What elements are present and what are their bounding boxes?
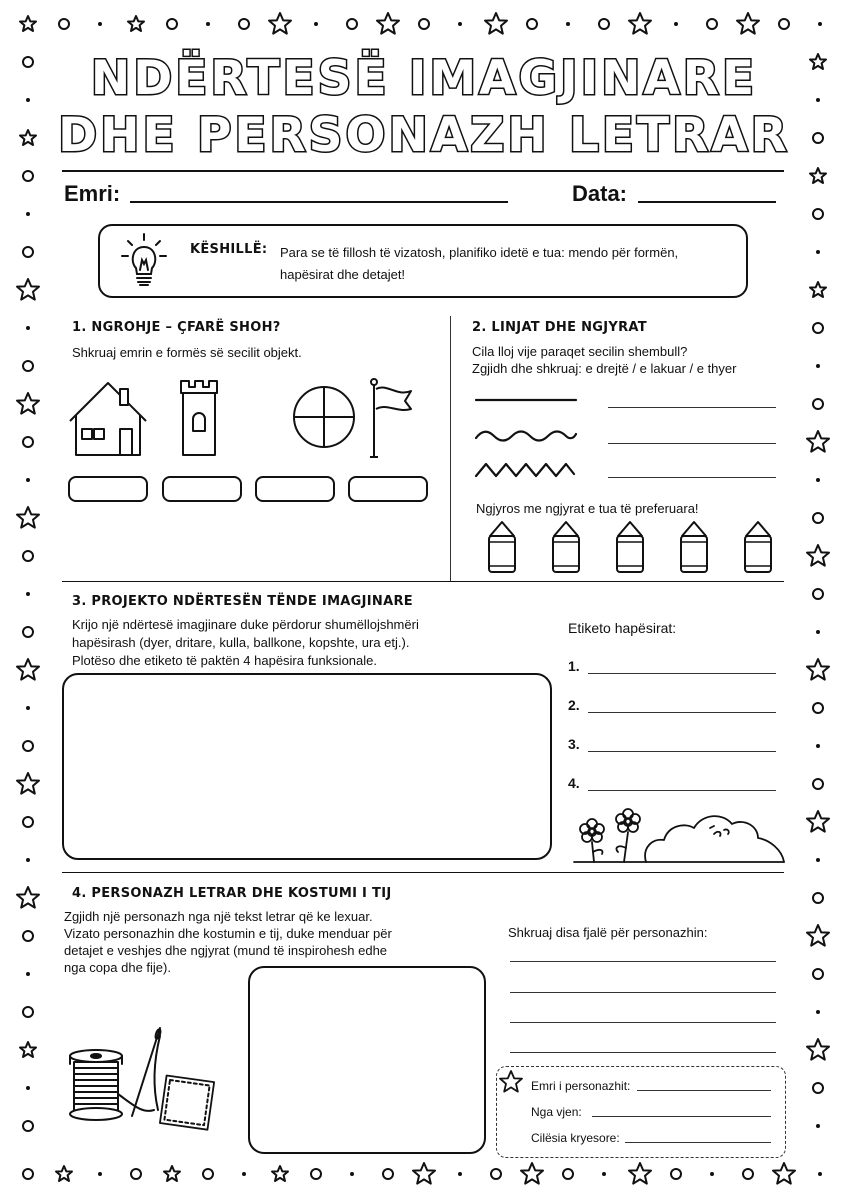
line-examples <box>474 392 584 482</box>
label-line-1[interactable] <box>588 673 776 674</box>
border-circle-icon <box>23 247 33 257</box>
border-circle-icon <box>347 19 357 29</box>
border-dot-icon <box>674 22 678 26</box>
building-drawing-area[interactable] <box>62 673 552 860</box>
tower-icon <box>181 381 217 455</box>
border-dot-icon <box>816 1124 820 1128</box>
flower-icon <box>580 819 604 862</box>
sewing-illustration <box>62 1024 240 1134</box>
divider <box>62 581 784 582</box>
card-name-field[interactable] <box>637 1090 771 1091</box>
border-circle-icon <box>59 19 69 29</box>
card-quality-label: Cilësia kryesore: <box>531 1131 620 1145</box>
border-dot-icon <box>26 592 30 596</box>
border-star-icon <box>20 16 36 31</box>
border-star-icon <box>810 282 826 297</box>
border-dot-icon <box>816 744 820 748</box>
flag-icon <box>370 379 411 457</box>
border-dot-icon <box>458 1172 462 1176</box>
border-star-icon <box>17 887 39 908</box>
write-line-1[interactable] <box>510 961 776 962</box>
crayon-icon <box>553 522 579 572</box>
border-dot-icon <box>816 1010 820 1014</box>
label-number-2: 2. <box>568 697 580 713</box>
border-dot-icon <box>816 478 820 482</box>
border-circle-icon <box>23 361 33 371</box>
line-answer-2[interactable] <box>608 443 776 444</box>
border-dot-icon <box>26 858 30 862</box>
circle-cross-icon <box>294 387 354 447</box>
border-dot-icon <box>816 250 820 254</box>
border-dot-icon <box>98 22 102 26</box>
border-star-icon <box>413 1163 435 1184</box>
name-label: Emri: <box>64 181 121 206</box>
section2-instruction2: Zgjidh dhe shkruaj: e drejtë / e lakuar / e thyer <box>472 361 737 376</box>
section1-title: 1. NGROHJE – ÇFARË SHOH? <box>72 320 281 335</box>
border-star-icon <box>807 659 829 680</box>
border-circle-icon <box>383 1169 393 1179</box>
column-divider <box>450 316 451 582</box>
fabric-patch-icon <box>160 1075 214 1129</box>
border-circle-icon <box>813 209 823 219</box>
border-star-icon <box>807 431 829 452</box>
border-star-icon <box>17 393 39 414</box>
tip-box <box>98 224 748 298</box>
border-circle-icon <box>23 1121 33 1131</box>
house-icon <box>70 383 146 455</box>
border-dot-icon <box>710 1172 714 1176</box>
border-dot-icon <box>314 22 318 26</box>
section3-text-line2: hapësirash (dyer, dritare, kulla, ballkone, kopshte, ura etj.). <box>72 635 410 650</box>
border-circle-icon <box>491 1169 501 1179</box>
section4-text-line3: detajet e veshjes dhe ngjyrat (mund të inspirohesh edhe <box>64 943 388 958</box>
border-dot-icon <box>818 22 822 26</box>
border-dot-icon <box>98 1172 102 1176</box>
name-field[interactable] <box>130 201 508 203</box>
section4-title: 4. PERSONAZH LETRAR DHE KOSTUMI I TIJ <box>72 886 392 901</box>
section2-instruction1: Cila lloj vije paraqet secilin shembull? <box>472 344 688 359</box>
border-circle-icon <box>813 323 823 333</box>
border-circle-icon <box>813 969 823 979</box>
border-circle-icon <box>239 19 249 29</box>
crayons <box>486 520 786 576</box>
border-circle-icon <box>813 703 823 713</box>
character-drawing-area[interactable] <box>248 966 486 1154</box>
border-star-icon <box>17 507 39 528</box>
flowers-and-bush-icon <box>572 800 788 866</box>
border-circle-icon <box>23 627 33 637</box>
date-label: Data: <box>572 181 628 206</box>
answer-box-1[interactable] <box>68 476 148 502</box>
lightbulb-icon <box>120 232 168 290</box>
border-circle-icon <box>203 1169 213 1179</box>
crayon-icon <box>617 522 643 572</box>
card-name-label: Emri i personazhit: <box>531 1079 631 1093</box>
label-number-4: 4. <box>568 775 580 791</box>
border-circle-icon <box>563 1169 573 1179</box>
border-star-icon <box>807 545 829 566</box>
border-circle-icon <box>779 19 789 29</box>
zigzag-line-icon <box>476 464 574 476</box>
label-number-1: 1. <box>568 658 580 674</box>
answer-box-4[interactable] <box>348 476 428 502</box>
line-answer-1[interactable] <box>608 407 776 408</box>
date-field[interactable] <box>638 201 776 203</box>
border-circle-icon <box>167 19 177 29</box>
border-circle-icon <box>599 19 609 29</box>
section3-text-line1: Krijo një ndërtesë imagjinare duke përdorur shumëllojshmëri <box>72 617 419 632</box>
page-title-line2: DHE PERSONAZH LETRAR <box>58 108 790 163</box>
border-circle-icon <box>813 1083 823 1093</box>
border-dot-icon <box>26 326 30 330</box>
section2-title: 2. LINJAT DHE NGJYRAT <box>472 320 647 335</box>
border-star-icon <box>810 168 826 183</box>
border-circle-icon <box>813 893 823 903</box>
section4-text-line2: Vizato personazhin dhe kostumin e tij, duke menduar për <box>64 926 392 941</box>
label-line-4[interactable] <box>588 790 776 791</box>
border-star-icon <box>128 16 144 31</box>
border-dot-icon <box>26 212 30 216</box>
border-circle-icon <box>813 589 823 599</box>
border-star-icon <box>629 13 651 34</box>
crayon-icon <box>489 522 515 572</box>
border-star-icon <box>269 13 291 34</box>
card-from-label: Nga vjen: <box>531 1105 582 1119</box>
border-star-icon <box>807 925 829 946</box>
label-line-3[interactable] <box>588 751 776 752</box>
label-line-2[interactable] <box>588 712 776 713</box>
section1-shapes <box>62 375 442 465</box>
border-circle-icon <box>131 1169 141 1179</box>
border-dot-icon <box>816 630 820 634</box>
write-prompt: Shkruaj disa fjalë për personazhin: <box>508 925 708 940</box>
border-star-icon <box>521 1163 543 1184</box>
border-circle-icon <box>813 779 823 789</box>
border-circle-icon <box>813 513 823 523</box>
border-circle-icon <box>813 399 823 409</box>
border-dot-icon <box>816 364 820 368</box>
border-dot-icon <box>26 972 30 976</box>
tip-label: KËSHILLË: <box>190 242 268 257</box>
border-circle-icon <box>23 1007 33 1017</box>
label-prompt: Etiketo hapësirat: <box>568 620 677 636</box>
border-star-icon <box>56 1166 72 1181</box>
card-quality-field[interactable] <box>625 1142 771 1143</box>
border-circle-icon <box>23 741 33 751</box>
border-circle-icon <box>743 1169 753 1179</box>
page-title-line1: NDËRTESË IMAGJINARE <box>90 51 758 106</box>
write-line-2[interactable] <box>510 992 776 993</box>
border-dot-icon <box>206 22 210 26</box>
border-dot-icon <box>350 1172 354 1176</box>
section3-title: 3. PROJEKTO NDËRTESËN TËNDE IMAGJINARE <box>72 594 413 609</box>
border-dot-icon <box>26 1086 30 1090</box>
border-circle-icon <box>23 931 33 941</box>
border-dot-icon <box>26 706 30 710</box>
color-prompt: Ngjyros me ngjyrat e tua të preferuara! <box>476 501 699 516</box>
border-dot-icon <box>242 1172 246 1176</box>
divider <box>62 872 784 873</box>
border-star-icon <box>17 279 39 300</box>
border-star-icon <box>737 13 759 34</box>
border-star-icon <box>485 13 507 34</box>
label-number-3: 3. <box>568 736 580 752</box>
divider <box>62 170 784 172</box>
border-dot-icon <box>458 22 462 26</box>
crayon-icon <box>681 522 707 572</box>
star-icon <box>498 1068 524 1094</box>
border-star-icon <box>807 811 829 832</box>
border-dot-icon <box>818 1172 822 1176</box>
crayon-icon <box>745 522 771 572</box>
border-circle-icon <box>707 19 717 29</box>
border-dot-icon <box>602 1172 606 1176</box>
border-circle-icon <box>419 19 429 29</box>
border-circle-icon <box>527 19 537 29</box>
wavy-line-icon <box>476 432 576 441</box>
needle-icon <box>132 1028 161 1116</box>
section3-text-line3: Plotëso dhe etiketo të paktën 4 hapësira funksionale. <box>72 653 377 668</box>
border-star-icon <box>20 1042 36 1057</box>
answer-box-2[interactable] <box>162 476 242 502</box>
border-circle-icon <box>23 171 33 181</box>
border-star-icon <box>17 659 39 680</box>
border-dot-icon <box>26 478 30 482</box>
border-circle-icon <box>23 817 33 827</box>
border-star-icon <box>377 13 399 34</box>
border-circle-icon <box>23 1169 33 1179</box>
border-dot-icon <box>566 22 570 26</box>
border-star-icon <box>272 1166 288 1181</box>
border-circle-icon <box>23 551 33 561</box>
card-from-field[interactable] <box>592 1116 771 1117</box>
border-star-icon <box>773 1163 795 1184</box>
border-dot-icon <box>816 858 820 862</box>
write-line-3[interactable] <box>510 1022 776 1023</box>
answer-box-3[interactable] <box>255 476 335 502</box>
tip-text-line2: hapësirat dhe detajet! <box>280 267 406 282</box>
border-circle-icon <box>671 1169 681 1179</box>
section1-instruction: Shkruaj emrin e formës së secilit objekt. <box>72 345 302 360</box>
border-star-icon <box>17 773 39 794</box>
border-circle-icon <box>23 437 33 447</box>
tip-text-line1: Para se të fillosh të vizatosh, planifiko idetë e tua: mendo për formën, <box>280 245 679 260</box>
border-star-icon <box>164 1166 180 1181</box>
write-line-4[interactable] <box>510 1052 776 1053</box>
bush-icon <box>645 816 784 862</box>
border-star-icon <box>629 1163 651 1184</box>
border-star-icon <box>807 1039 829 1060</box>
flower-icon <box>616 809 640 862</box>
border-circle-icon <box>311 1169 321 1179</box>
section4-text-line4: nga copa dhe fije). <box>64 960 171 975</box>
line-answer-3[interactable] <box>608 477 776 478</box>
section4-text-line1: Zgjidh një personazh nga një tekst letrar që ke lexuar. <box>64 909 373 924</box>
